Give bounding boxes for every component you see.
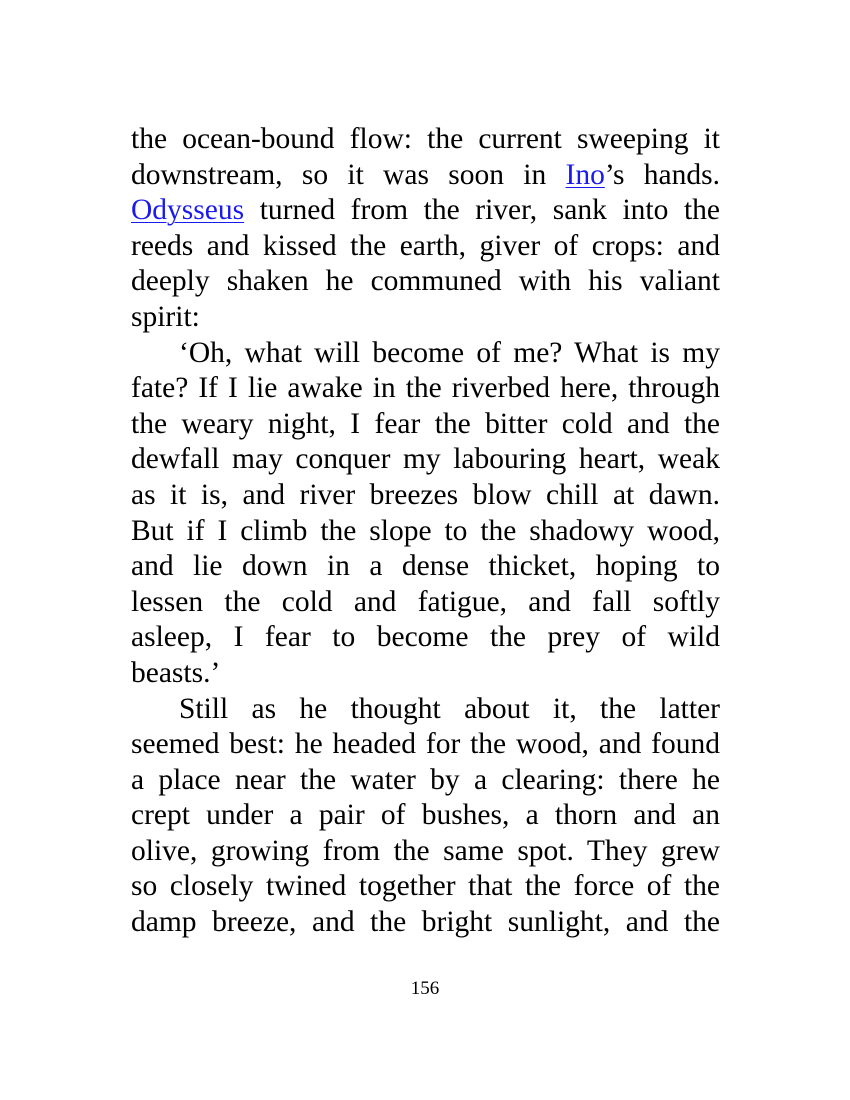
line-segment: ’s hands. <box>604 158 720 191</box>
text-line: ‘Oh, what will become of me? What is my <box>179 336 720 369</box>
body-text <box>131 122 720 941</box>
text-line: asleep, I fear to become the prey of wild <box>131 621 720 654</box>
text-line: reeds and kissed the earth, giver of crops: and <box>131 229 720 262</box>
text-line <box>131 193 720 229</box>
line-segment: turned from the river, sank into the <box>244 194 720 227</box>
text-line: seemed best: he headed for the wood, and found <box>131 728 720 761</box>
text-line: and lie down in a dense thicket, hoping to <box>131 550 720 583</box>
text-line: dewfall may conquer my labouring heart, weak <box>131 443 720 476</box>
text-line <box>131 158 720 194</box>
text-line: olive, growing from the same spot. They grew <box>131 834 720 867</box>
text-line: But if I climb the slope to the shadowy wood, <box>131 514 720 547</box>
odysseus-link[interactable]: Odysseus <box>131 194 245 227</box>
text-line: Still as he thought about it, the latter <box>179 692 720 725</box>
text-line: beasts.’ <box>131 656 221 689</box>
text-line: the ocean-bound flow: the current sweeping it <box>131 123 720 155</box>
text-line: the weary night, I fear the bitter cold and the <box>131 407 720 440</box>
text-line: deeply shaken he communed with his valiant <box>131 265 720 298</box>
text-line: fate? If I lie awake in the riverbed here, through <box>131 372 720 405</box>
text-line: damp breeze, and the bright sunlight, and the <box>131 906 720 939</box>
line-segment: downstream, so it was soon in <box>131 158 566 191</box>
text-line: spirit: <box>131 300 200 333</box>
text-line: lessen the cold and fatigue, and fall softly <box>131 585 720 618</box>
ino-link[interactable]: Ino <box>565 158 605 191</box>
text-line: a place near the water by a clearing: there he <box>131 763 720 796</box>
text-line: so closely twined together that the force of the <box>131 870 720 903</box>
page-number: 156 <box>410 978 440 999</box>
text-line: crept under a pair of bushes, a thorn and an <box>131 799 720 832</box>
text-line: as it is, and river breezes blow chill at dawn. <box>131 478 720 511</box>
